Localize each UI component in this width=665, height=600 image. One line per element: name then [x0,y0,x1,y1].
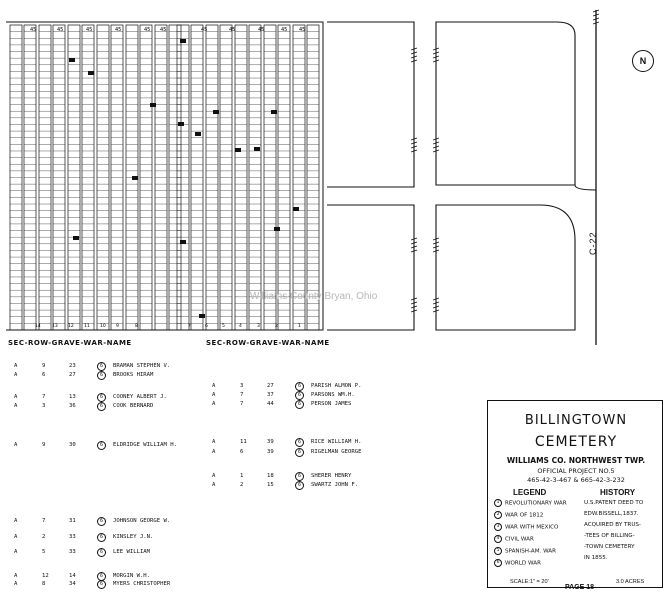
history-line: -TOWN CEMETERY [584,544,635,550]
entry-name: LEE WILLIAM [113,549,151,555]
lot-se [436,205,575,330]
cemetery-title-line2: CEMETERY [534,434,618,450]
section-number: 5 [222,324,225,329]
entry-name: RIGELMAN GEORGE [311,449,362,455]
legend-item [494,547,556,555]
veteran-grave-marker [88,71,94,75]
section-number: 10 [100,324,106,329]
entry-row: 2 [240,482,244,488]
entry-war: 6 [97,362,106,371]
legend-item-number: 3 [494,523,502,531]
north-label: N [639,56,647,66]
legend-item-number: 2 [494,511,502,519]
entry-grave: 39 [267,449,274,455]
veteran-grave-marker [69,58,75,62]
entry-war: 6 [97,393,106,402]
legend-item-number: 6 [494,559,502,567]
legend-item-label: REVOLUTIONARY WAR [505,500,567,507]
page-label: PAGE 18 [565,584,595,591]
entry-sec: A [212,449,216,455]
history-title: HISTORY [600,488,636,497]
lot-nw [327,22,414,187]
entry-war: 6 [97,402,106,411]
column-header-number: 45 [201,27,208,33]
entry-war: 6 [97,548,106,557]
entry-grave: 27 [267,383,274,389]
title-legend-box [487,400,663,588]
entry-grave: 36 [69,403,76,409]
section-number: 14 [35,324,41,329]
entry-row: 9 [42,363,46,369]
entry-grave: 15 [267,482,274,488]
legend-item [494,535,534,543]
entry-war: 6 [97,517,106,526]
column-header-number: 45 [57,27,64,33]
section-number: 4 [239,324,242,329]
entry-name: RICE WILLIAM H. [311,439,362,445]
entry-row: 11 [240,439,247,445]
legend-item-label: WAR WITH MEXICO [505,524,559,531]
legend-item [494,511,543,519]
entry-war: 6 [97,371,106,380]
entry-sec: A [14,534,18,540]
history-line: IN 1855. [584,555,608,561]
entry-sec: A [212,482,216,488]
entry-row: 5 [42,549,46,555]
veteran-grave-marker [235,148,241,152]
left-column-header: SEC-ROW-GRAVE-WAR-NAME [8,339,132,347]
project-numbers: 465-42-3-467 & 665-42-3-232 [527,476,625,484]
entry-war: 6 [97,572,106,581]
entry-row: 3 [240,383,244,389]
entry-name: BROOKS HIRAM [113,372,154,378]
entry-grave: 18 [267,473,274,479]
entry-sec: A [212,439,216,445]
entry-row: 6 [240,449,244,455]
column-header-number: 45 [86,27,93,33]
entry-sec: A [14,403,18,409]
veteran-grave-marker [180,240,186,244]
veteran-grave-marker [150,103,156,107]
entry-row: 7 [240,392,244,398]
entry-sec: A [14,363,18,369]
entry-grave: 30 [69,442,76,448]
legend-item-number: 5 [494,547,502,555]
legend-item [494,499,567,507]
entry-name: PERSON JAMES [311,401,352,407]
legend-item-number: 4 [494,535,502,543]
county-township: WILLIAMS CO. NORTHWEST TWP. [506,456,646,465]
road-label: C-22 [588,231,598,255]
entry-sec: A [212,383,216,389]
cemetery-boundary [6,22,323,330]
entry-grave: 33 [69,534,76,540]
entry-sec: A [14,573,18,579]
entry-sec: A [14,518,18,524]
entry-row: 7 [42,518,46,524]
entry-row: 6 [42,372,46,378]
entry-name: SWARTZ JOHN F. [311,482,359,488]
legend-item [494,559,541,567]
watermark: Williams County Bryan, Ohio [250,291,378,302]
section-number: 2 [275,324,278,329]
legend-item-number: 1 [494,499,502,507]
lot-sw [327,205,414,330]
section-number: 11 [84,324,90,329]
veteran-grave-marker [180,39,186,43]
entry-name: COOK BERNARD [113,403,154,409]
entry-sec: A [14,372,18,378]
column-header-number: 45 [160,27,167,33]
road-curve [575,185,596,190]
north-arrow [632,50,654,72]
entry-row: 7 [240,401,244,407]
entry-name: PARISH ALMON P. [311,383,362,389]
entry-name: MORGIN W.H. [113,573,151,579]
history-line: ACQUIRED BY TRUS- [584,522,641,528]
entry-row: 2 [42,534,46,540]
entry-name: KINSLEY J.N. [113,534,154,540]
lot-ne [436,22,575,185]
section-number: 1 [298,324,301,329]
legend-item-label: WAR OF 1812 [505,512,544,519]
column-header-number: 45 [115,27,122,33]
veteran-grave-marker [293,207,299,211]
entry-row: 8 [42,581,46,587]
legend-item-label: CIVIL WAR [505,536,534,543]
legend-item-label: WORLD WAR [505,560,541,567]
entry-grave: 13 [69,394,76,400]
column-header-number: 45 [30,27,37,33]
entry-war: 6 [295,400,304,409]
veteran-grave-marker [199,314,205,318]
entry-sec: A [212,473,216,479]
legend-item-label: SPANISH-AM. WAR [505,548,557,555]
entry-name: BRAMAN STEPHEN V. [113,363,171,369]
entry-war: 6 [295,438,304,447]
veteran-grave-marker [271,110,277,114]
entry-war: 6 [295,481,304,490]
entry-row: 12 [42,573,49,579]
column-header-number: 45 [281,27,288,33]
entry-grave: 39 [267,439,274,445]
entry-sec: A [14,394,18,400]
entry-name: COONEY ALBERT J. [113,394,167,400]
entry-sec: A [14,549,18,555]
column-header-number: 45 [258,27,265,33]
column-header-number: 45 [229,27,236,33]
cemetery-title-line1: BILLINGTOWN [524,413,628,428]
entry-war: 6 [295,391,304,400]
history-line: U.S.PATENT DEED TO [584,500,644,506]
veteran-grave-marker [178,122,184,126]
column-header-number: 45 [299,27,306,33]
veteran-grave-marker [195,132,201,136]
entry-grave: 27 [69,372,76,378]
entry-war: 6 [295,448,304,457]
veteran-grave-marker [132,176,138,180]
entry-sec: A [212,401,216,407]
entry-war: 6 [97,533,106,542]
entry-war: 6 [97,441,106,450]
legend-title: LEGEND [513,488,547,497]
section-number: 8 [135,324,138,329]
entry-sec: A [212,392,216,398]
entry-name: SHERER HENRY [311,473,352,479]
section-number: 12 [68,324,74,329]
section-number: 13 [52,324,58,329]
entry-war: 6 [97,580,106,589]
entry-grave: 37 [267,392,274,398]
entry-row: 3 [42,403,46,409]
entry-row: 9 [42,442,46,448]
veteran-grave-marker [254,147,260,151]
entry-name: ELDRIDGE WILLIAM H. [113,442,177,448]
entry-grave: 44 [267,401,274,407]
entry-row: 1 [240,473,244,479]
entry-name: MYERS CHRISTOPHER [113,581,171,587]
section-number: 9 [116,324,119,329]
veteran-grave-marker [73,236,79,240]
entry-name: JOHNSON GEORGE W. [113,518,171,524]
legend-item [494,523,558,531]
section-number: 6 [205,324,208,329]
acreage: 3.0 ACRES [616,579,645,585]
entry-sec: A [14,581,18,587]
veteran-grave-marker [274,227,280,231]
map-scale: SCALE:1" = 20' [510,579,549,585]
section-number: 7 [188,324,191,329]
history-line: EDW.BISSELL,1837. [584,511,639,517]
entry-grave: 33 [69,549,76,555]
entry-row: 7 [42,394,46,400]
right-column-header: SEC-ROW-GRAVE-WAR-NAME [206,339,330,347]
veteran-grave-marker [213,110,219,114]
column-header-number: 45 [144,27,151,33]
official-project: OFFICIAL PROJECT NO.5 [537,467,615,475]
entry-grave: 14 [69,573,76,579]
entry-sec: A [14,442,18,448]
entry-grave: 23 [69,363,76,369]
entry-name: PARSONS WM.H. [311,392,355,398]
entry-war: 6 [295,382,304,391]
history-line: -TEES OF BILLING- [584,533,635,539]
section-number: 3 [257,324,260,329]
entry-grave: 31 [69,518,76,524]
entry-war: 6 [295,472,304,481]
entry-grave: 34 [69,581,76,587]
